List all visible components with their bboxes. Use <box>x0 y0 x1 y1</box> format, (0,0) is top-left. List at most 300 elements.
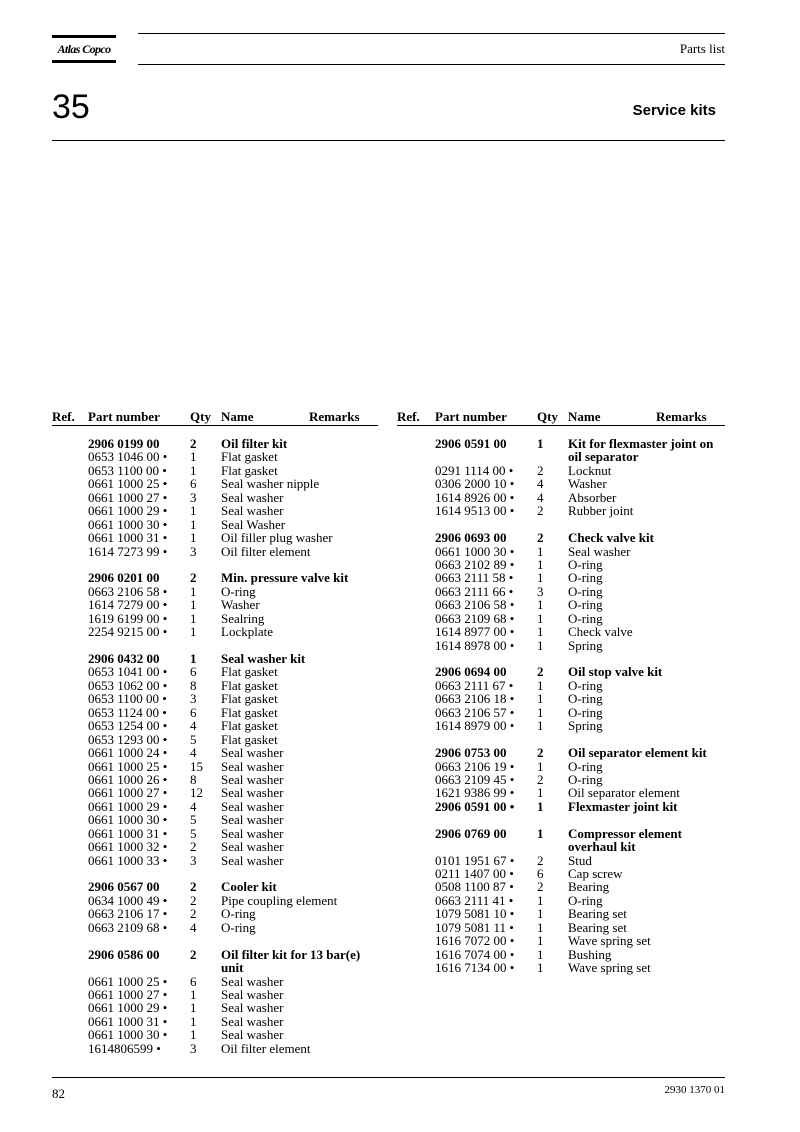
part-number-cell: 1079 5081 11 • <box>435 919 514 935</box>
name-cell: Locknut <box>568 462 612 478</box>
part-number-cell: 2906 0693 00 <box>435 530 507 546</box>
qty-cell: 1 <box>537 704 544 720</box>
logo-bottom-bar <box>52 60 116 63</box>
part-number-cell: 1614 7273 99 • <box>88 543 168 559</box>
part-number-cell: 0653 1254 00 • <box>88 718 168 734</box>
table-row <box>88 1001 378 1014</box>
name-cell: Spring <box>568 718 603 734</box>
qty-cell: 8 <box>190 677 197 693</box>
table-row <box>435 598 725 611</box>
qty-cell: 1 <box>537 597 544 613</box>
name-cell: O-ring <box>568 704 603 720</box>
name-cell: Oil filler plug washer <box>221 530 333 546</box>
name-cell: Rubber joint <box>568 503 634 519</box>
name-cell: Seal washer <box>221 1027 284 1043</box>
part-number-cell: 0661 1000 31 • <box>88 530 168 546</box>
table-row <box>88 652 378 665</box>
col-remarks-left: Remarks <box>309 409 360 424</box>
header-bottom-rule <box>138 64 725 65</box>
part-number-cell: 0653 1100 00 • <box>88 462 167 478</box>
table-row <box>435 800 725 813</box>
name-cell: Bushing <box>568 946 612 962</box>
part-number-cell: 0661 1000 30 • <box>88 1027 168 1043</box>
document-number: 2930 1370 01 <box>664 1084 725 1096</box>
qty-cell: 15 <box>190 758 203 774</box>
table-row <box>88 880 378 893</box>
table-row <box>435 571 725 584</box>
table-row <box>435 437 725 450</box>
name-cell: Wave spring set <box>568 960 651 976</box>
table-row <box>88 477 378 490</box>
table-row <box>435 625 725 638</box>
table-row <box>435 719 725 732</box>
part-number-cell: 0661 1000 27 • <box>88 489 168 505</box>
part-number-cell: 0663 2106 17 • <box>88 906 168 922</box>
qty-cell: 1 <box>537 543 544 559</box>
table-row <box>88 571 378 584</box>
name-cell: O-ring <box>568 570 603 586</box>
col-ref-left: Ref. <box>52 409 75 424</box>
name-cell: Flat gasket <box>221 704 278 720</box>
table-row <box>88 840 378 853</box>
table-row <box>435 854 725 867</box>
part-number-cell: 1621 9386 99 • <box>435 785 515 801</box>
table-row <box>88 760 378 773</box>
qty-cell: 6 <box>190 664 197 680</box>
qty-cell: 2 <box>537 530 544 546</box>
part-number-cell: 0661 1000 25 • <box>88 973 168 989</box>
qty-cell: 4 <box>190 798 197 814</box>
name-cell: Seal washer <box>221 825 284 841</box>
qty-cell: 2 <box>537 879 544 895</box>
qty-cell: 3 <box>190 691 197 707</box>
part-number-cell: 1616 7074 00 • <box>435 946 515 962</box>
qty-cell: 1 <box>537 946 544 962</box>
table-row <box>88 1042 378 1055</box>
table-row <box>88 800 378 813</box>
part-number-cell: 0653 1062 00 • <box>88 677 168 693</box>
qty-cell: 1 <box>537 758 544 774</box>
name-cell: Min. pressure valve kit <box>221 570 349 586</box>
table-row <box>88 746 378 759</box>
qty-cell: 1 <box>190 462 197 478</box>
qty-cell: 1 <box>537 798 544 814</box>
qty-cell: 1 <box>537 933 544 949</box>
logo-text: Atlas Copco <box>57 42 111 56</box>
part-number-cell: 0661 1000 24 • <box>88 745 168 761</box>
name-cell: Seal washer <box>221 785 284 801</box>
table-row <box>88 894 378 907</box>
table-row <box>88 827 378 840</box>
name-cell: O-ring <box>568 691 603 707</box>
chapter-number: 35 <box>52 88 90 126</box>
table-row <box>88 1028 378 1041</box>
part-number-cell: 0661 1000 30 • <box>435 543 515 559</box>
name-cell: Seal washer <box>221 973 284 989</box>
part-number-cell: 0663 2106 18 • <box>435 691 515 707</box>
name-cell: Washer <box>568 476 607 492</box>
part-number-cell: 0661 1000 25 • <box>88 476 168 492</box>
name-cell: Flat gasket <box>221 449 278 465</box>
qty-cell: 3 <box>537 583 544 599</box>
part-number-cell: 0211 1407 00 • <box>435 866 514 881</box>
name-cell: O-ring <box>568 771 603 787</box>
table-row <box>88 1015 378 1028</box>
group-spacer <box>88 639 378 652</box>
qty-cell: 1 <box>190 583 197 599</box>
name-cell: Flexmaster joint kit <box>568 798 678 814</box>
qty-cell: 4 <box>537 476 544 492</box>
col-qty-left: Qty <box>190 409 211 424</box>
table-row <box>88 948 378 961</box>
table-row <box>88 491 378 504</box>
qty-cell: 1 <box>537 906 544 922</box>
part-number-cell: 1614 8978 00 • <box>435 637 515 653</box>
part-number-cell: 0661 1000 30 • <box>88 812 168 828</box>
name-cell: oil separator <box>568 449 639 465</box>
table-row <box>435 894 725 907</box>
part-number-cell: 0663 2111 41 • <box>435 892 514 908</box>
name-cell: Flat gasket <box>221 462 278 478</box>
part-number-cell: 0661 1000 27 • <box>88 986 168 1002</box>
table-row <box>88 598 378 611</box>
qty-cell: 2 <box>190 839 197 855</box>
qty-cell: 1 <box>537 960 544 976</box>
table-row <box>435 840 725 853</box>
table-row <box>435 692 725 705</box>
table-row <box>88 773 378 786</box>
name-cell: Oil stop valve kit <box>568 664 663 680</box>
qty-cell: 3 <box>190 543 197 559</box>
atlas-copco-logo <box>52 35 116 63</box>
header-top-rule <box>138 33 725 34</box>
name-cell: Seal Washer <box>221 516 286 532</box>
table-row <box>435 558 725 571</box>
name-cell: Seal washer kit <box>221 651 306 666</box>
qty-cell: 4 <box>537 489 544 505</box>
name-cell: O-ring <box>221 583 256 599</box>
right-parts-table <box>435 437 725 975</box>
name-cell: Check valve kit <box>568 530 654 546</box>
logo-top-bar <box>52 35 116 38</box>
left-parts-table <box>88 437 378 1055</box>
table-row <box>88 921 378 934</box>
chapter-rule <box>52 140 725 141</box>
qty-cell: 1 <box>537 677 544 693</box>
part-number-cell: 2906 0769 00 <box>435 825 507 841</box>
part-number-cell: 0101 1951 67 • <box>435 852 515 868</box>
part-number-cell: 2254 9215 00 • <box>88 624 168 640</box>
table-row <box>435 706 725 719</box>
qty-cell: 5 <box>190 731 197 747</box>
part-number-cell: 1614 8979 00 • <box>435 718 515 734</box>
qty-cell: 1 <box>190 610 197 626</box>
table-row <box>88 854 378 867</box>
table-row <box>88 531 378 544</box>
name-cell: Seal washer <box>221 986 284 1002</box>
qty-cell: 1 <box>190 624 197 640</box>
name-cell: Compressor element <box>568 825 682 841</box>
part-number-cell: 0661 1000 33 • <box>88 852 168 868</box>
name-cell: Flat gasket <box>221 731 278 747</box>
qty-cell: 2 <box>190 436 197 451</box>
table-row <box>88 437 378 450</box>
table-row <box>435 880 725 893</box>
name-cell: Seal washer <box>221 771 284 787</box>
qty-cell: 2 <box>537 771 544 787</box>
name-cell: O-ring <box>568 610 603 626</box>
name-cell: O-ring <box>568 583 603 599</box>
qty-cell: 3 <box>190 1040 197 1056</box>
name-cell: Oil filter element <box>221 1040 311 1056</box>
name-cell: Seal washer <box>221 812 284 828</box>
part-number-cell: 0306 2000 10 • <box>435 476 515 492</box>
name-cell: Stud <box>568 852 592 868</box>
part-number-cell: 0663 2111 66 • <box>435 583 514 599</box>
name-cell: Cooler kit <box>221 879 277 895</box>
name-cell: Seal washer <box>221 852 284 868</box>
name-cell: Bearing set <box>568 919 627 935</box>
part-number-cell: 2906 0591 00 • <box>435 798 515 814</box>
name-cell: Kit for flexmaster joint on <box>568 436 714 451</box>
group-spacer <box>88 934 378 947</box>
qty-cell: 6 <box>190 704 197 720</box>
table-row <box>435 867 725 880</box>
table-row <box>88 518 378 531</box>
part-number-cell: 1614 8926 00 • <box>435 489 515 505</box>
part-number-cell: 0291 1114 00 • <box>435 462 514 478</box>
table-row <box>88 692 378 705</box>
name-cell: Lockplate <box>221 624 273 640</box>
table-row <box>88 733 378 746</box>
part-number-cell: 1616 7072 00 • <box>435 933 515 949</box>
qty-cell: 6 <box>190 476 197 492</box>
qty-cell: 1 <box>190 1027 197 1043</box>
group-spacer <box>435 652 725 665</box>
part-number-cell: 0661 1000 27 • <box>88 785 168 801</box>
name-cell: Flat gasket <box>221 718 278 734</box>
name-cell: Flat gasket <box>221 677 278 693</box>
qty-cell: 2 <box>537 664 544 680</box>
qty-cell: 3 <box>190 489 197 505</box>
qty-cell: 1 <box>537 892 544 908</box>
table-row <box>435 545 725 558</box>
table-row <box>435 827 725 840</box>
name-cell: Cap screw <box>568 866 623 881</box>
qty-cell: 2 <box>190 570 197 586</box>
qty-cell: 2 <box>537 462 544 478</box>
qty-cell: 1 <box>537 785 544 801</box>
part-number-cell: 2906 0753 00 <box>435 745 507 761</box>
qty-cell: 1 <box>537 624 544 640</box>
part-number-cell: 0663 2109 68 • <box>435 610 515 626</box>
doc-type: Parts list <box>679 41 725 56</box>
name-cell: O-ring <box>568 597 603 613</box>
table-row <box>88 706 378 719</box>
qty-cell: 1 <box>190 651 197 666</box>
qty-cell: 4 <box>190 919 197 935</box>
qty-cell: 1 <box>537 691 544 707</box>
part-number-cell: 0663 2111 67 • <box>435 677 514 693</box>
part-number-cell: 0663 2106 57 • <box>435 704 515 720</box>
table-row <box>435 464 725 477</box>
table-row <box>435 679 725 692</box>
name-cell: O-ring <box>568 677 603 693</box>
chapter-title: Service kits <box>632 102 716 119</box>
table-row <box>435 585 725 598</box>
col-name-left: Name <box>221 409 254 424</box>
table-row <box>88 450 378 463</box>
qty-cell: 1 <box>190 597 197 613</box>
table-row <box>88 585 378 598</box>
name-cell: O-ring <box>568 892 603 908</box>
qty-cell: 1 <box>537 919 544 935</box>
table-row <box>435 491 725 504</box>
qty-cell: 6 <box>537 866 544 881</box>
group-spacer <box>435 733 725 746</box>
name-cell: O-ring <box>221 906 256 922</box>
name-cell: Seal washer <box>221 745 284 761</box>
part-number-cell: 2906 0586 00 <box>88 946 160 962</box>
page-number: 82 <box>52 1086 65 1101</box>
qty-cell: 6 <box>190 973 197 989</box>
table-row <box>435 665 725 678</box>
part-number-cell: 0653 1293 00 • <box>88 731 168 747</box>
qty-cell: 12 <box>190 785 203 801</box>
part-number-cell: 1614 9513 00 • <box>435 503 515 519</box>
col-part-number-left: Part number <box>88 409 160 424</box>
name-cell: Seal washer <box>221 1000 284 1016</box>
name-cell: Seal washer <box>221 489 284 505</box>
qty-cell: 2 <box>190 879 197 895</box>
part-number-cell: 1616 7134 00 • <box>435 960 515 976</box>
part-number-cell: 2906 0432 00 <box>88 651 160 666</box>
part-number-cell: 0663 2102 89 • <box>435 556 515 572</box>
table-row <box>435 907 725 920</box>
table-row <box>88 625 378 638</box>
qty-cell: 4 <box>190 718 197 734</box>
name-cell: Pipe coupling element <box>221 892 338 908</box>
group-spacer <box>88 558 378 571</box>
group-spacer <box>88 867 378 880</box>
part-number-cell: 0661 1000 29 • <box>88 798 168 814</box>
qty-cell: 1 <box>190 1000 197 1016</box>
qty-cell: 1 <box>537 556 544 572</box>
table-row <box>88 961 378 974</box>
name-cell: Check valve <box>568 624 633 640</box>
part-number-cell: 0663 2106 19 • <box>435 758 515 774</box>
part-number-cell: 0653 1046 00 • <box>88 449 168 465</box>
part-number-cell: 0661 1000 25 • <box>88 758 168 774</box>
qty-cell: 8 <box>190 771 197 787</box>
name-cell: Sealring <box>221 610 265 626</box>
qty-cell: 1 <box>537 825 544 841</box>
table-row <box>435 961 725 974</box>
qty-cell: 2 <box>190 892 197 908</box>
qty-cell: 2 <box>537 745 544 761</box>
part-number-cell: 0663 2109 68 • <box>88 919 168 935</box>
name-cell: O-ring <box>221 919 256 935</box>
table-row <box>435 934 725 947</box>
name-cell: O-ring <box>568 556 603 572</box>
part-number-cell: 0661 1000 30 • <box>88 516 168 532</box>
group-spacer <box>435 813 725 826</box>
name-cell: Washer <box>221 597 260 613</box>
part-number-cell: 0661 1000 31 • <box>88 1013 168 1029</box>
qty-cell: 1 <box>190 516 197 532</box>
part-number-cell: 2906 0567 00 <box>88 879 160 895</box>
part-number-cell: 0661 1000 29 • <box>88 503 168 519</box>
qty-cell: 1 <box>537 637 544 653</box>
name-cell: Seal washer <box>221 798 284 814</box>
name-cell: unit <box>221 960 244 976</box>
table-row <box>88 907 378 920</box>
col-part-number-right: Part number <box>435 409 507 424</box>
table-row <box>435 773 725 786</box>
col-qty-right: Qty <box>537 409 558 424</box>
qty-cell: 1 <box>190 986 197 1002</box>
qty-cell: 2 <box>537 852 544 868</box>
qty-cell: 5 <box>190 825 197 841</box>
name-cell: Flat gasket <box>221 664 278 680</box>
part-number-cell: 0661 1000 32 • <box>88 839 168 855</box>
name-cell: Seal washer <box>568 543 631 559</box>
part-number-cell: 0653 1041 00 • <box>88 664 168 680</box>
col-ref-right: Ref. <box>397 409 420 424</box>
part-number-cell: 0634 1000 49 • <box>88 892 168 908</box>
part-number-cell: 0661 1000 26 • <box>88 771 168 787</box>
table-row <box>88 988 378 1001</box>
qty-cell: 5 <box>190 812 197 828</box>
part-number-cell: 0663 2109 45 • <box>435 771 515 787</box>
name-cell: Oil filter kit <box>221 436 288 451</box>
part-number-cell: 0663 2111 58 • <box>435 570 514 586</box>
part-number-cell: 0661 1000 29 • <box>88 1000 168 1016</box>
name-cell: Bearing set <box>568 906 627 922</box>
footer-rule <box>52 1077 725 1078</box>
table-row <box>88 679 378 692</box>
qty-cell: 1 <box>537 610 544 626</box>
table-row <box>435 786 725 799</box>
part-number-cell: 2906 0591 00 <box>435 436 507 451</box>
table-row <box>88 719 378 732</box>
qty-cell: 1 <box>190 530 197 546</box>
name-cell: Seal washer <box>221 1013 284 1029</box>
part-number-cell: 0653 1124 00 • <box>88 704 167 720</box>
qty-cell: 1 <box>537 718 544 734</box>
col-name-right: Name <box>568 409 601 424</box>
part-number-cell: 0661 1000 31 • <box>88 825 168 841</box>
name-cell: Seal washer nipple <box>221 476 320 492</box>
name-cell: Seal washer <box>221 839 284 855</box>
name-cell: Spring <box>568 637 603 653</box>
name-cell: O-ring <box>568 758 603 774</box>
right-table-rule <box>397 425 725 426</box>
part-number-cell: 0663 2106 58 • <box>435 597 515 613</box>
name-cell: Oil separator element <box>568 785 680 801</box>
part-number-cell: 1614 8977 00 • <box>435 624 515 640</box>
table-row <box>88 464 378 477</box>
table-row <box>88 545 378 558</box>
part-number-cell: 0663 2106 58 • <box>88 583 168 599</box>
qty-cell: 1 <box>190 503 197 519</box>
table-row <box>435 760 725 773</box>
name-cell: Seal washer <box>221 758 284 774</box>
table-row <box>435 477 725 490</box>
qty-cell: 1 <box>190 449 197 465</box>
name-cell: Absorber <box>568 489 617 505</box>
part-number-cell: 2906 0694 00 <box>435 664 507 680</box>
